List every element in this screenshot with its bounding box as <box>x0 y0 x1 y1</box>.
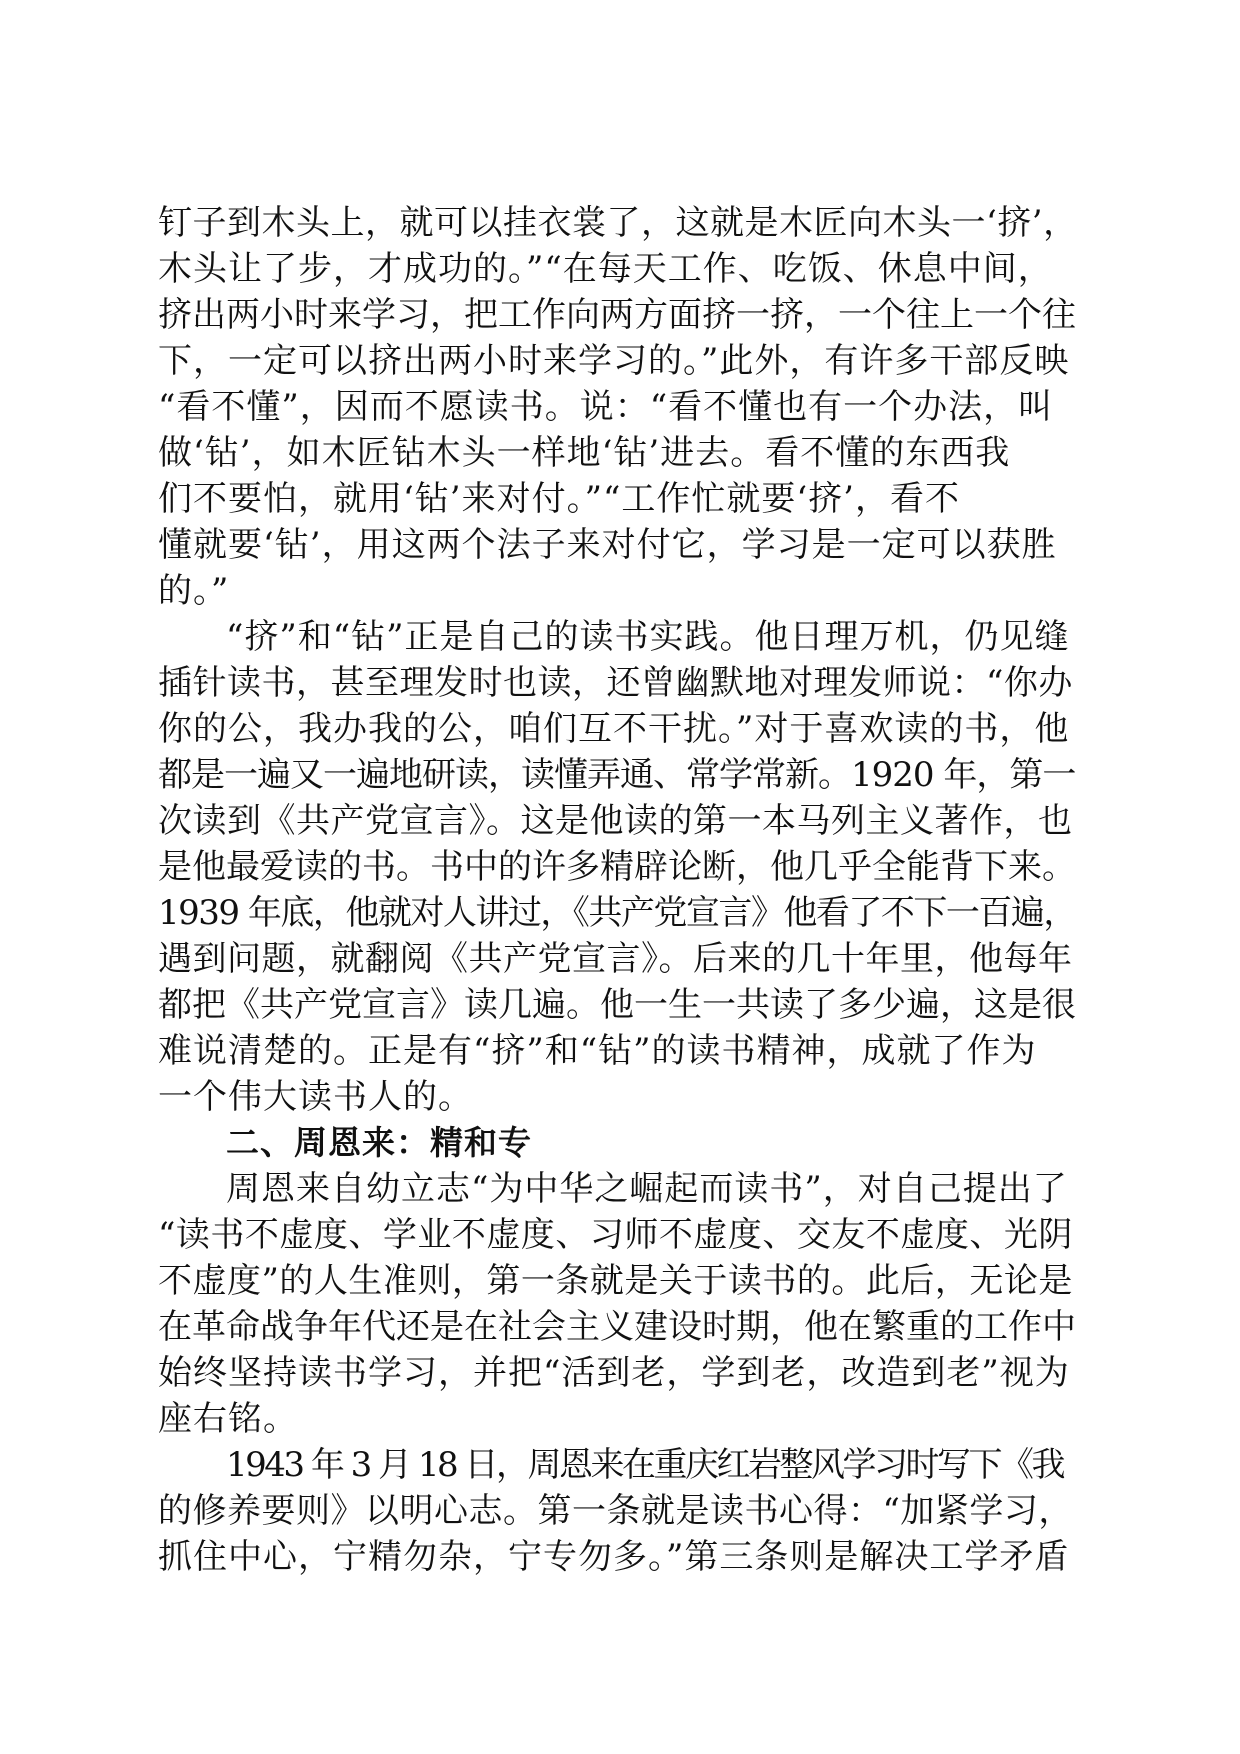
text-line: 你的公，我办我的公，咱们互不干扰。”对于喜欢读的书，他 <box>158 709 1070 749</box>
text-line: 1943 年 3 月 18 日，周恩来在重庆红岩整风学习时写下《我 <box>226 1445 1063 1485</box>
text-line: 插针读书，甚至理发时也读，还曾幽默地对理发师说：“你办 <box>158 663 1073 703</box>
text-line: 的修养要则》以明心志。第一条就是读书心得：“加紧学习， <box>158 1491 1073 1531</box>
text-line: 都是一遍又一遍地研读，读懂弄通、常学常新。1920 年，第一 <box>158 755 1076 795</box>
text-line: 难说清楚的。正是有“挤”和“钻”的读书精神，成就了作为 <box>158 1031 1037 1071</box>
text-line: 都把《共产党宣言》读几遍。他一生一共读了多少遍，这是很 <box>158 985 1076 1025</box>
text-line: 木头让了步，才成功的。”“在每天工作、吃饭、休息中间， <box>158 249 1053 289</box>
text-line: 1939 年底，他就对人讲过，《共产党宣言》他看了不下一百遍， <box>158 893 1076 933</box>
text-line: 始终坚持读书学习，并把“活到老，学到老，改造到老”视为 <box>158 1353 1070 1393</box>
text-line: 的。” <box>158 571 230 611</box>
text-line: 懂就要‘钻’，用这两个法子来对付它，学习是一定可以获胜 <box>158 525 1057 565</box>
text-line: 是他最爱读的书。书中的许多精辟论断，他几乎全能背下来。 <box>158 847 1076 887</box>
text-line: 下，一定可以挤出两小时来学习的。”此外，有许多干部反映 <box>158 341 1070 381</box>
text-line: 们不要怕，就用‘钻’来对付。”“工作忙就要‘挤’，看不 <box>158 479 960 519</box>
text-line: 不虚度”的人生准则，第一条就是关于读书的。此后，无论是 <box>158 1261 1073 1301</box>
text-line: “挤”和“钻”正是自己的读书实践。他日理万机，仍见缝 <box>226 617 1070 657</box>
section-heading: 二、周恩来：精和专 <box>226 1123 532 1162</box>
text-line: 周恩来自幼立志“为中华之崛起而读书”，对自己提出了 <box>226 1169 1068 1209</box>
text-line: 抓住中心，宁精勿杂，宁专勿多。”第三条则是解决工学矛盾 <box>158 1537 1070 1577</box>
text-line: 一个伟大读书人的。 <box>158 1077 473 1117</box>
text-line: 挤出两小时来学习，把工作向两方面挤一挤，一个往上一个往 <box>158 295 1076 335</box>
text-line: 做‘钻’，如木匠钻木头一样地‘钻’进去。看不懂的东西我 <box>158 433 1011 473</box>
text-line: 座右铭。 <box>158 1399 298 1439</box>
text-line: 遇到问题，就翻阅《共产党宣言》。后来的几十年里，他每年 <box>158 939 1073 979</box>
text-line: “看不懂”，因而不愿读书。说：“看不懂也有一个办法，叫 <box>158 387 1054 427</box>
text-line: 在革命战争年代还是在社会主义建设时期，他在繁重的工作中 <box>158 1307 1076 1347</box>
text-line: “读书不虚度、学业不虚度、习师不虚度、交友不虚度、光阴 <box>158 1215 1073 1255</box>
body-text <box>158 200 1078 1580</box>
text-line: 钉子到木头上，就可以挂衣裳了，这就是木匠向木头一‘挤’， <box>158 203 1078 243</box>
text-line: 次读到《共产党宣言》。这是他读的第一本马列主义著作，也 <box>158 801 1073 841</box>
